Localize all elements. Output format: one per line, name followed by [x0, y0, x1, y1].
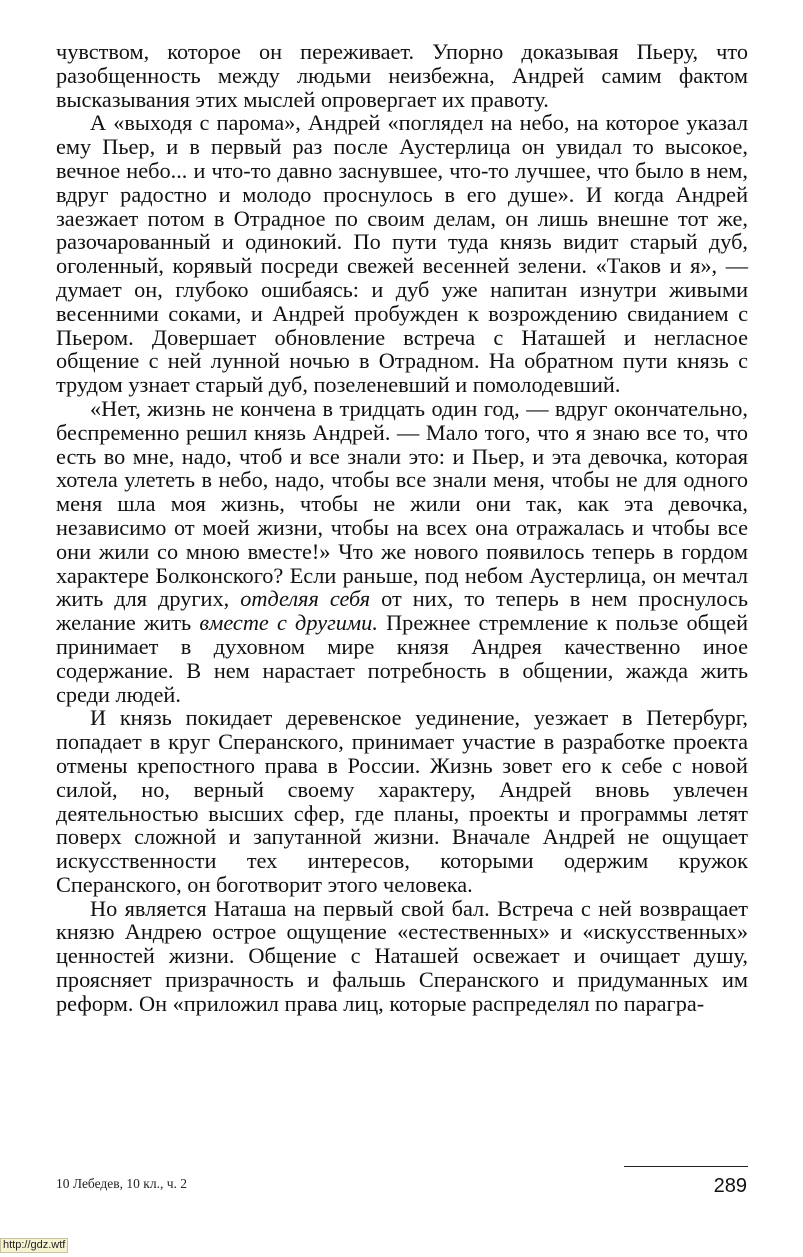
paragraph-4 [56, 706, 748, 896]
paragraph-3 [56, 397, 748, 706]
paragraph-text: Прежнее стремление к пользе общей принимает в духовном мире князя Андрея качественно иное содержание. В нем нарастает потребность в общении, жажда жить среди людей. [56, 610, 749, 707]
paragraph-text: А «выходя с парома», Андрей «поглядел на небо, на которое указал ему Пьер, и в первый раз после Аустерлица он увидал то высокое, вечное небо... и что-то давно заснувшее, что-то лучшее, что было в нем, вдруг радостно и молодо проснулось в его душе». И когда Андрей заезжает потом в Отрадное по своим делам, он лишь внешне тот же, разочарованный и одинокий. По пути туда князь видит старый дуб, оголенный, корявый посреди свежей весенней зелени. «Таков и я», — думает он, глубоко ошибаясь: и дуб уже напитан изнутри живыми весенними соками, и Андрей пробужден к возрождению свиданием с Пьером. Довершает обновление встреча с Наташей и негласное общение с ней лунной ночью в Отрадном. На обратном пути князь с трудом узнает старый дуб, позеленевший и помолодевший. [56, 110, 748, 398]
footer-rule [624, 1166, 748, 1167]
paragraph-text: Но является Наташа на первый свой бал. Встреча с ней возвращает князю Андрею острое ощущение «естественных» и «искусственных» ценностей жизни. Общение с Наташей освежает и очищает душу, проясняет призрачность и фальшь Сперанского и придуманных им реформ. Он «приложил права лиц, которые распределял по парагра- [56, 895, 748, 1016]
paragraph-5 [56, 897, 748, 1016]
watermark-link[interactable]: http://gdz.wtf [0, 1238, 68, 1253]
emphasis-text: вместе с другими. [199, 610, 378, 636]
page-number: 289 [713, 1175, 747, 1197]
paragraph-text: чувством, которое он переживает. Упорно доказывая Пьеру, что разобщенность между людьми неизбежна, Андрей самим фактом высказывания этих мыслей опровергает их правоту. [56, 39, 748, 112]
paragraph-text: от них, то теперь в нем проснулось желание жить [56, 586, 748, 636]
page-body [56, 40, 748, 1016]
paragraph-text: И князь покидает деревенское уединение, уезжает в Петербург, попадает в круг Сперанского, принимает участие в разработке проекта отмены крепостного права в России. Жизнь зовет его к себе с новой силой, но, верный своему характеру, Андрей вновь увлечен деятельностью высших сфер, где планы, проекты и программы летят поверх сложной и запутанной жизни. Вначале Андрей не ощущает искусственности тех интересов, которыми одержим кружок Сперанского, он боготворит этого человека. [56, 705, 748, 897]
emphasis-text: отделяя себя [240, 586, 371, 612]
paragraph-text: «Нет, жизнь не кончена в тридцать один год, — вдруг окончательно, беспременно решил князь Андрей. — Мало того, что я знаю все то, что есть во мне, надо, чтоб и все знали это: и Пьер, и эта девочка, которая хотела улететь в небо, надо, чтобы все знали меня, чтобы не для одного меня шла моя жизнь, чтобы не жили они так, как эта девочка, независимо от моей жизни, чтобы на всех она отражалась и чтобы все они жили со мною вместе!» Что же нового появилось теперь в гордом характере Болконского? Если раньше, под небом Аустерлица, он мечтал жить для других, [56, 395, 748, 612]
paragraph-2 [56, 111, 748, 397]
paragraph-1 [56, 40, 748, 111]
printer-signature: 10 Лебедев, 10 кл., ч. 2 [56, 1176, 188, 1191]
